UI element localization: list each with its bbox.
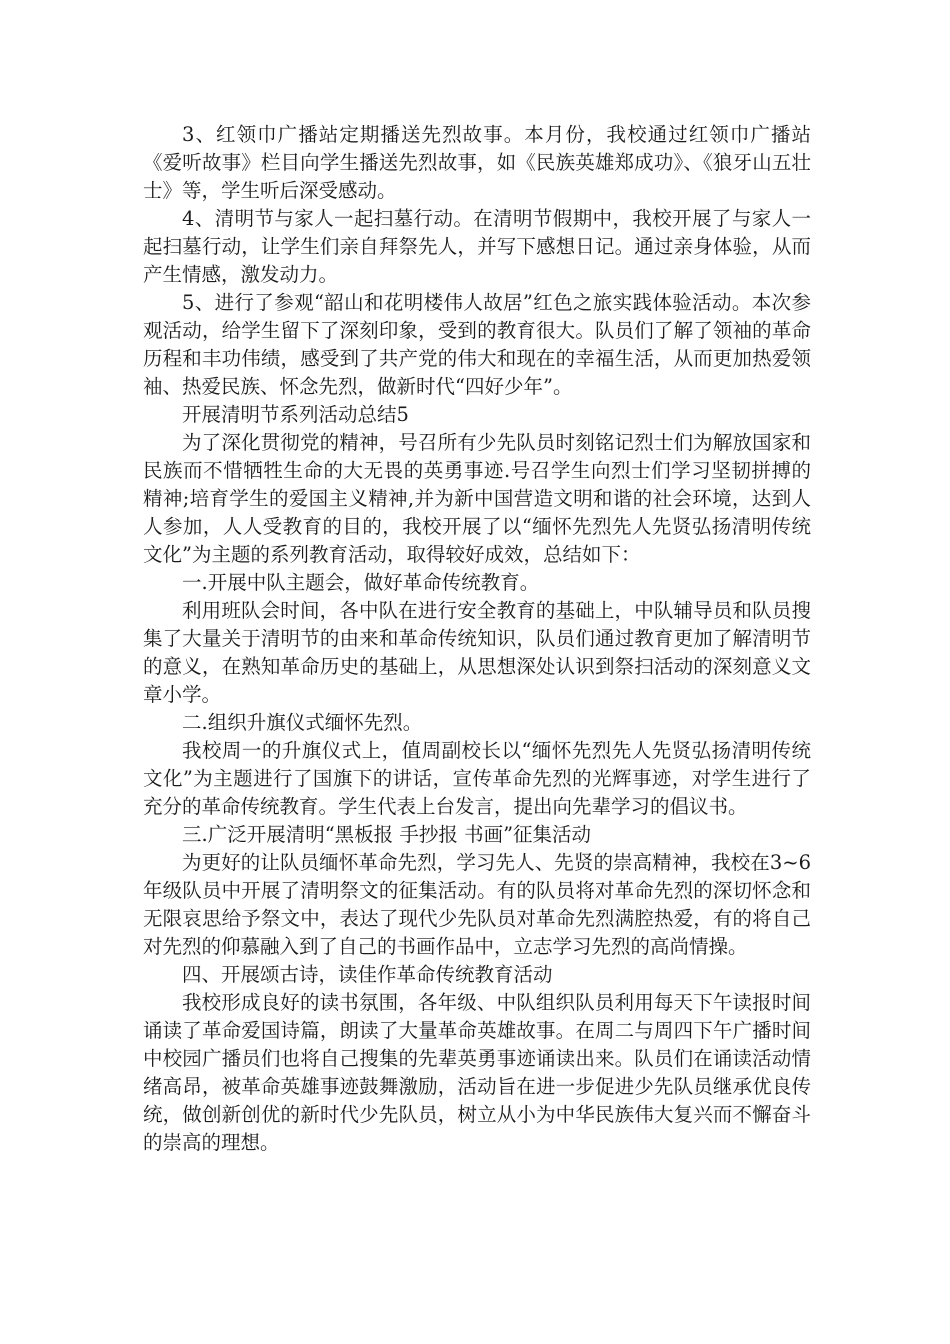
paragraph-item-5: 5、进行了参观“韶山和花明楼伟人故居”红色之旅实践体验活动。本次参观活动，给学生留下了深刻印象，受到的教育很大。队员们了解了领袖的革命历程和丰功伟绩，感受到了共产党的伟大和现在的幸福生活，从而更加热爱领袖、热爱民族、怀念先烈，做新时代“四好少年”。 <box>143 291 811 398</box>
document-body <box>143 121 811 1157</box>
heading-three: 三.广泛开展清明“黑板报 手抄报 书画”征集活动 <box>182 823 592 846</box>
paragraph-two: 我校周一的升旗仪式上，值周副校长以“缅怀先烈先人先贤弘扬清明传统文化”为主题进行了国旗下的讲话，宣传革命先烈的光辉事迹，对学生进行了充分的革命传统教育。学生代表上台发言，提出向先辈学习的倡议书。 <box>143 739 811 818</box>
paragraph-three: 为更好的让队员缅怀革命先烈，学习先人、先贤的崇高精神，我校在3~6年级队员中开展了清明祭文的征集活动。有的队员将对革命先烈的深切怀念和无限哀思给予祭文中，表达了现代少先队员对革命先烈满腔热爱，有的将自己对先烈的仰慕融入到了自己的书画作品中，立志学习先烈的高尚情操。 <box>143 851 811 958</box>
heading-four: 四、开展颂古诗，读佳作革命传统教育活动 <box>182 963 553 986</box>
heading-two: 二.组织升旗仪式缅怀先烈。 <box>182 711 423 734</box>
paragraph-item-4: 4、清明节与家人一起扫墓行动。在清明节假期中，我校开展了与家人一起扫墓行动，让学生们亲自拜祭先人，并写下感想日记。通过亲身体验，从而产生情感，激发动力。 <box>143 207 811 286</box>
paragraph-four: 我校形成良好的读书氛围，各年级、中队组织队员利用每天下午读报时间诵读了革命爱国诗篇，朗读了大量革命英雄故事。在周二与周四下午广播时间中校园广播员们也将自己搜集的先辈英勇事迹诵读出来。队员们在诵读活动情绪高昂，被革命英雄事迹鼓舞激励，活动旨在进一步促进少先队员继承优良传统，做创新创优的新时代少先队员，树立从小为中华民族伟大复兴而不懈奋斗的崇高的理想。 <box>143 991 811 1154</box>
section-title: 开展清明节系列活动总结5 <box>182 403 409 426</box>
paragraph-item-3: 3、红领巾广播站定期播送先烈故事。本月份，我校通过红领巾广播站《爱听故事》栏目向学生播送先烈故事，如《民族英雄郑成功》、《狼牙山五壮士》等，学生听后深受感动。 <box>143 123 811 202</box>
heading-one: 一.开展中队主题会，做好革命传统教育。 <box>182 571 540 594</box>
paragraph-one: 利用班队会时间，各中队在进行安全教育的基础上，中队辅导员和队员搜集了大量关于清明节的由来和革命传统知识，队员们通过教育更加了解清明节的意义，在熟知革命历史的基础上，从思想深处认识到祭扫活动的深刻意义文章小学。 <box>143 599 811 706</box>
intro-paragraph: 为了深化贯彻党的精神，号召所有少先队员时刻铭记烈士们为解放国家和民族而不惜牺牲生命的大无畏的英勇事迹.号召学生向烈士们学习坚韧拼搏的精神;培育学生的爱国主义精神,并为新中国营造文明和谐的社会环境，达到人人参加，人人受教育的目的，我校开展了以“缅怀先烈先人先贤弘扬清明传统文化”为主题的系列教育活动，取得较好成效，总结如下： <box>143 431 811 566</box>
